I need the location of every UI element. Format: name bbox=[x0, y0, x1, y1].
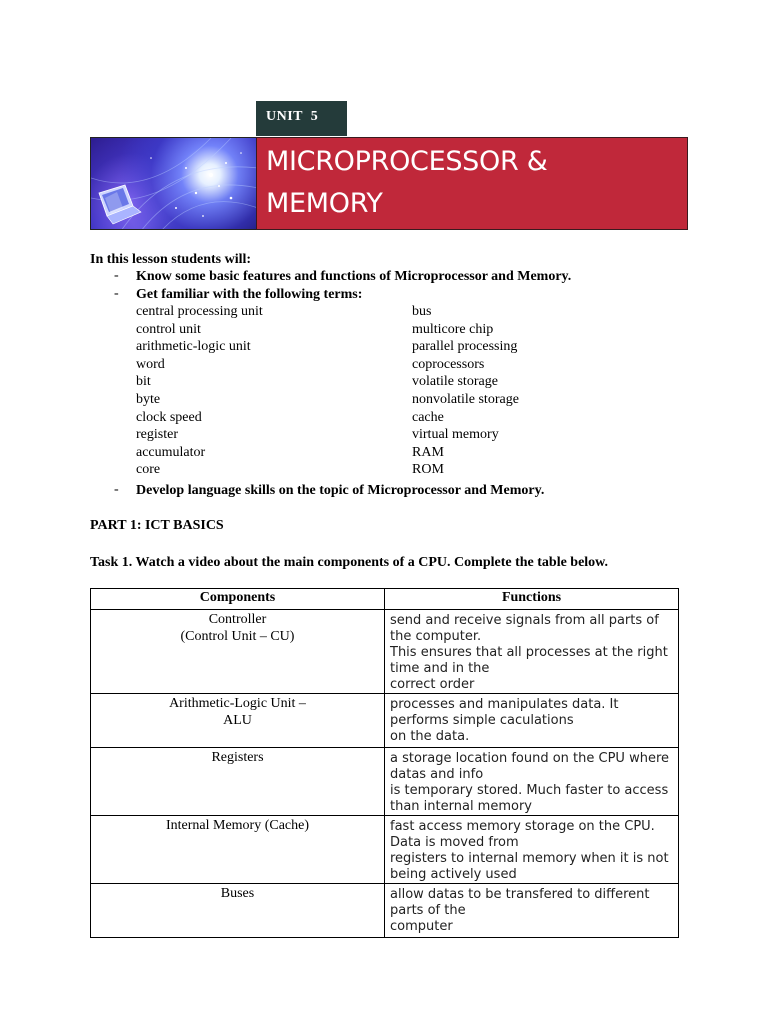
term-item: parallel processing bbox=[412, 339, 518, 355]
term-item: volatile storage bbox=[412, 374, 498, 390]
term-item: bus bbox=[412, 304, 432, 319]
table-header-row bbox=[91, 589, 679, 610]
term-item: accumulator bbox=[136, 444, 206, 460]
table-row bbox=[91, 694, 679, 748]
term-item: word bbox=[136, 356, 165, 372]
column-header: Functions bbox=[385, 589, 679, 610]
components-table bbox=[90, 588, 679, 938]
objective-item: Get familiar with the following terms: bbox=[136, 287, 363, 302]
terms-left-column bbox=[136, 303, 263, 479]
table-row bbox=[91, 884, 679, 938]
term-item: arithmetic-logic unit bbox=[136, 339, 251, 355]
term-item: byte bbox=[136, 391, 161, 407]
title-banner bbox=[256, 137, 688, 230]
function-cell[interactable]: fast access memory storage on the CPU. Data is moved from registers to internal memory when it is not being actively used bbox=[390, 819, 669, 882]
banner-image bbox=[90, 137, 257, 230]
component-cell: Controller (Control Unit – CU) bbox=[180, 612, 295, 644]
bullet-marker: - bbox=[114, 286, 119, 301]
table-row bbox=[91, 816, 679, 884]
page-title-line-2: MEMORY bbox=[266, 188, 383, 219]
bullet-marker: - bbox=[114, 482, 119, 497]
objectives-intro: In this lesson students will: bbox=[90, 252, 252, 267]
component-cell: Buses bbox=[220, 886, 255, 901]
term-item: nonvolatile storage bbox=[412, 391, 519, 407]
section-heading: PART 1: ICT BASICS bbox=[90, 518, 224, 533]
unit-label: UNIT 5 bbox=[256, 101, 347, 136]
term-item: coprocessors bbox=[412, 356, 485, 372]
component-cell: Registers bbox=[211, 750, 264, 765]
function-cell[interactable]: send and receive signals from all parts of the computer. This ensures that all processes at the right time and in the correct order bbox=[390, 613, 668, 692]
terms-right-column bbox=[412, 303, 519, 479]
objective-item: Develop language skills on the topic of Microprocessor and Memory. bbox=[136, 483, 545, 498]
term-item: bit bbox=[136, 374, 151, 390]
term-item: clock speed bbox=[136, 409, 202, 425]
term-item: multicore chip bbox=[412, 321, 494, 337]
function-cell[interactable]: allow datas to be transfered to different parts of the computer bbox=[390, 887, 650, 934]
function-cell[interactable]: a storage location found on the CPU where datas and info is temporary stored. Much faster to access than internal memory bbox=[390, 751, 670, 814]
component-cell: Internal Memory (Cache) bbox=[165, 818, 310, 833]
objective-item: Know some basic features and functions of Microprocessor and Memory. bbox=[136, 269, 572, 284]
component-cell: Arithmetic-Logic Unit – ALU bbox=[169, 696, 306, 728]
table-row bbox=[91, 610, 679, 694]
term-item: control unit bbox=[136, 321, 201, 337]
term-item: cache bbox=[412, 409, 444, 425]
term-item: core bbox=[136, 462, 161, 478]
term-item: RAM bbox=[412, 444, 444, 460]
page-title-line-1: MICROPROCESSOR & bbox=[266, 146, 548, 177]
bullet-marker: - bbox=[114, 268, 119, 283]
term-item: register bbox=[136, 427, 178, 443]
term-item: central processing unit bbox=[136, 304, 263, 319]
term-item: ROM bbox=[412, 462, 444, 478]
function-cell[interactable]: processes and manipulates data. It performs simple caculations on the data. bbox=[390, 697, 619, 744]
column-header: Components bbox=[91, 589, 385, 610]
task-instruction: Task 1. Watch a video about the main components of a CPU. Complete the table below. bbox=[90, 555, 609, 570]
table-row bbox=[91, 748, 679, 816]
term-item: virtual memory bbox=[412, 427, 499, 443]
